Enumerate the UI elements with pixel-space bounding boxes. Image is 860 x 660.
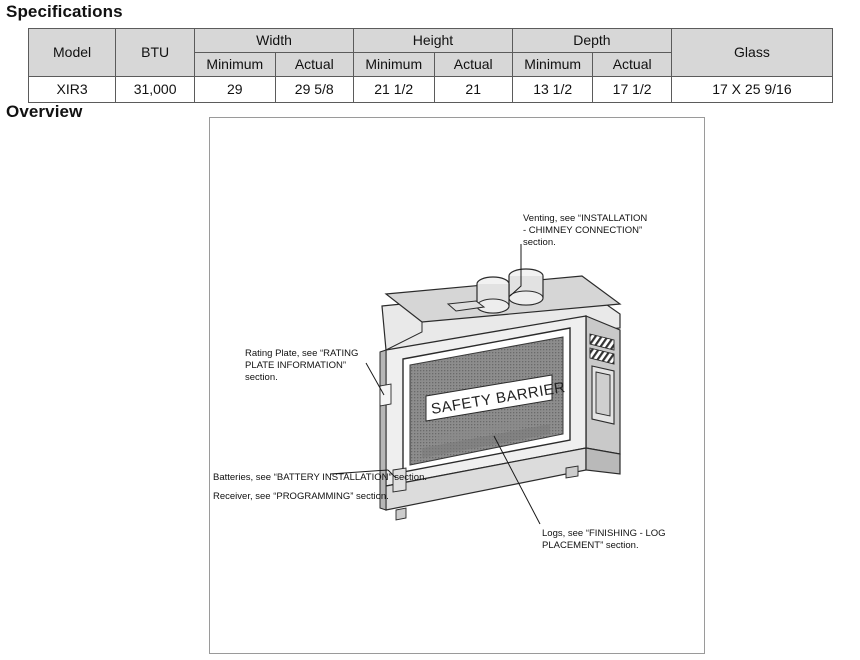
callout-rating-plate xyxy=(245,348,384,395)
header-model: Model xyxy=(29,29,116,77)
cell-depth-actual: 17 1/2 xyxy=(593,77,671,103)
callout-logs-line1: Logs, see “FINISHING - LOG xyxy=(542,528,666,539)
header-depth: Depth xyxy=(512,29,671,53)
cell-height-actual: 21 xyxy=(434,77,512,103)
safety-barrier-text: SAFETY BARRIER xyxy=(429,378,567,418)
cabinet-left-edge xyxy=(380,350,386,510)
table-body xyxy=(29,77,833,103)
callout-receiver-text: Receiver, see “PROGRAMMING” section. xyxy=(213,491,389,502)
leg-right xyxy=(566,466,578,478)
header-width-minimum: Minimum xyxy=(195,53,276,77)
header-glass: Glass xyxy=(671,29,832,77)
callout-rating-plate-line1: Rating Plate, see “RATING xyxy=(245,348,359,359)
header-depth-actual: Actual xyxy=(593,53,671,77)
cell-glass: 17 X 25 9/16 xyxy=(671,77,832,103)
header-depth-minimum: Minimum xyxy=(512,53,593,77)
header-height-minimum: Minimum xyxy=(353,53,434,77)
header-btu: BTU xyxy=(116,29,195,77)
callout-venting-line2: - CHIMNEY CONNECTION” xyxy=(523,225,643,236)
overview-figure-frame xyxy=(209,117,705,654)
callout-logs-line2: PLACEMENT” section. xyxy=(542,540,639,551)
cell-model: XIR3 xyxy=(29,77,116,103)
cell-depth-minimum: 13 1/2 xyxy=(512,77,593,103)
rating-plate xyxy=(380,384,391,406)
header-width: Width xyxy=(195,29,354,53)
cell-width-actual: 29 5/8 xyxy=(275,77,353,103)
table-head xyxy=(29,29,833,77)
overview-heading: Overview xyxy=(6,102,83,121)
callout-venting-line3: section. xyxy=(523,237,556,248)
specifications-table-container xyxy=(28,28,833,103)
table-header-row-group xyxy=(29,29,833,53)
cell-width-minimum: 29 xyxy=(195,77,276,103)
table-row xyxy=(29,77,833,103)
header-width-actual: Actual xyxy=(275,53,353,77)
flue-collar-rear xyxy=(509,269,543,305)
specifications-heading: Specifications xyxy=(6,2,123,21)
header-height: Height xyxy=(353,29,512,53)
specifications-table xyxy=(28,28,833,103)
leg-left xyxy=(396,508,406,520)
callout-venting-line1: Venting, see “INSTALLATION xyxy=(523,213,648,224)
cell-height-minimum: 21 1/2 xyxy=(353,77,434,103)
callout-rating-plate-line2: PLATE INFORMATION” xyxy=(245,360,346,371)
callout-rating-plate-line3: section. xyxy=(245,372,278,383)
header-height-actual: Actual xyxy=(434,53,512,77)
callout-batteries-text: Batteries, see “BATTERY INSTALLATION” section. xyxy=(213,472,427,483)
side-control-panel[interactable] xyxy=(592,366,614,424)
fireplace-illustration xyxy=(210,118,704,653)
cell-btu: 31,000 xyxy=(116,77,195,103)
